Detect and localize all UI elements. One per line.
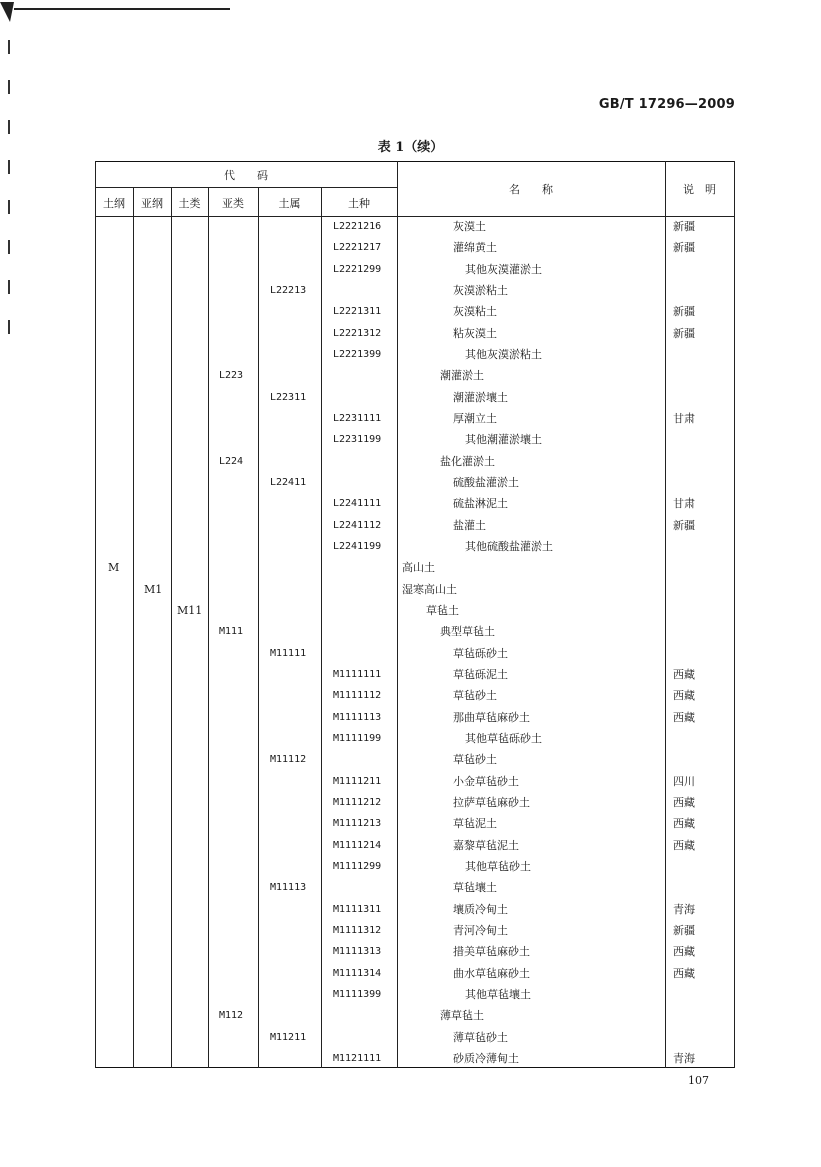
- name-cell: 草毡砂土: [453, 689, 497, 702]
- column-divider: [665, 161, 666, 1068]
- name-cell: 砂质冷薄甸土: [453, 1052, 519, 1065]
- code-cell: L2221399: [333, 349, 382, 360]
- code-cell: M11: [177, 604, 203, 617]
- code-cell: L22213: [270, 285, 307, 296]
- name-cell: 草毡壤土: [453, 881, 497, 894]
- header-bottom-rule: [95, 216, 735, 217]
- note-cell: 四川: [673, 775, 695, 788]
- note-cell: 新疆: [673, 519, 695, 532]
- name-cell: 潮灌淤土: [440, 369, 484, 382]
- standard-number: GB/T 17296—2009: [598, 97, 735, 112]
- name-cell: 硫盐淋泥土: [453, 497, 508, 510]
- code-cell: M1111213: [333, 818, 382, 829]
- code-cell: M1111312: [333, 925, 382, 936]
- code-cell: M1111313: [333, 946, 382, 957]
- name-cell: 灰漠土: [453, 220, 486, 233]
- note-cell: 西藏: [673, 796, 695, 809]
- code-cell: L2221311: [333, 306, 382, 317]
- name-cell: 措美草毡麻砂土: [453, 945, 530, 958]
- code-cell: M1111112: [333, 690, 382, 701]
- note-cell: 新疆: [673, 241, 695, 254]
- code-cell: M11112: [270, 754, 307, 765]
- name-cell: 盐灌土: [453, 519, 486, 532]
- code-cell: L2241112: [333, 520, 382, 531]
- code-cell: L2231111: [333, 413, 382, 424]
- note-cell: 甘肃: [673, 412, 695, 425]
- name-cell: 嘉黎草毡泥土: [453, 839, 519, 852]
- name-cell: 薄草毡土: [440, 1009, 484, 1022]
- binding-margin-marks: [8, 40, 10, 340]
- header-col-suborder: 亚纲: [141, 197, 163, 210]
- note-cell: 西藏: [673, 711, 695, 724]
- name-cell: 草毡砾泥土: [453, 668, 508, 681]
- note-cell: 西藏: [673, 839, 695, 852]
- note-cell: 新疆: [673, 220, 695, 233]
- column-divider: [397, 161, 398, 1068]
- note-cell: 青海: [673, 903, 695, 916]
- table-title: 表 1（续）: [377, 140, 444, 155]
- code-cell: M1111399: [333, 989, 382, 1000]
- header-col-group: 土类: [178, 197, 201, 210]
- code-cell: M: [108, 561, 120, 574]
- code-cell: M1111113: [333, 712, 382, 723]
- column-divider: [258, 187, 259, 1068]
- note-cell: 青海: [673, 1052, 695, 1065]
- name-cell: 湿寒高山土: [402, 583, 457, 596]
- code-cell: L2231199: [333, 434, 382, 445]
- name-cell: 薄草毡砂土: [453, 1031, 508, 1044]
- code-cell: L22311: [270, 392, 307, 403]
- code-cell: M1111299: [333, 861, 382, 872]
- name-cell: 其他草毡砾砂土: [465, 732, 542, 745]
- header-col-subgroup: 亚类: [222, 197, 244, 210]
- column-divider: [133, 187, 134, 1068]
- name-cell: 典型草毡土: [440, 625, 495, 638]
- code-cell: M1111212: [333, 797, 382, 808]
- code-cell: M11211: [270, 1032, 307, 1043]
- name-cell: 灰漠粘土: [453, 305, 497, 318]
- note-cell: 新疆: [673, 305, 695, 318]
- top-rule: [14, 8, 230, 10]
- code-cell: L2241111: [333, 498, 382, 509]
- code-cell: M1121111: [333, 1053, 382, 1064]
- name-cell: 盐化灌淤土: [440, 455, 495, 468]
- note-cell: 西藏: [673, 668, 695, 681]
- header-note: 说 明: [683, 183, 716, 196]
- code-cell: M112: [219, 1010, 244, 1021]
- note-cell: 西藏: [673, 967, 695, 980]
- code-cell: M11111: [270, 648, 307, 659]
- name-cell: 那曲草毡麻砂土: [453, 711, 530, 724]
- page-corner-mark: [0, 0, 40, 30]
- name-cell: 其他灰漠淤粘土: [465, 348, 542, 361]
- column-divider: [321, 187, 322, 1068]
- name-cell: 其他硫酸盐灌淤土: [465, 540, 553, 553]
- name-cell: 草毡砾砂土: [453, 647, 508, 660]
- name-cell: 粘灰漠土: [453, 327, 497, 340]
- name-cell: 草毡砂土: [453, 753, 497, 766]
- code-cell: M1111314: [333, 968, 382, 979]
- name-cell: 灰漠淤粘土: [453, 284, 508, 297]
- note-cell: 西藏: [673, 817, 695, 830]
- name-cell: 其他草毡砂土: [465, 860, 531, 873]
- code-cell: L2221217: [333, 242, 382, 253]
- name-cell: 硫酸盐灌淤土: [453, 476, 519, 489]
- name-cell: 青河冷甸土: [453, 924, 508, 937]
- header-col-series: 土种: [348, 197, 370, 210]
- code-cell: M1: [144, 583, 163, 596]
- name-cell: 潮灌淤壤土: [453, 391, 508, 404]
- name-cell: 厚潮立土: [453, 412, 497, 425]
- name-cell: 其他灰漠灌淤土: [465, 263, 542, 276]
- code-cell: M1111311: [333, 904, 382, 915]
- name-cell: 小金草毡砂土: [453, 775, 519, 788]
- name-cell: 高山土: [402, 561, 435, 574]
- code-cell: M1111111: [333, 669, 382, 680]
- name-cell: 拉萨草毡麻砂土: [453, 796, 530, 809]
- code-cell: M111: [219, 626, 244, 637]
- header-col-order: 土纲: [103, 197, 125, 210]
- code-cell: L2221299: [333, 264, 382, 275]
- note-cell: 甘肃: [673, 497, 695, 510]
- name-cell: 草毡泥土: [453, 817, 497, 830]
- code-cell: L223: [219, 370, 244, 381]
- header-code-group: 代 码: [224, 169, 268, 182]
- column-divider: [95, 161, 96, 1068]
- code-cell: L22411: [270, 477, 307, 488]
- code-cell: L2221216: [333, 221, 382, 232]
- column-divider: [734, 161, 735, 1068]
- name-cell: 其他草毡壤土: [465, 988, 531, 1001]
- code-cell: M1111211: [333, 776, 382, 787]
- note-cell: 西藏: [673, 689, 695, 702]
- column-divider: [208, 187, 209, 1068]
- name-cell: 曲水草毡麻砂土: [453, 967, 530, 980]
- header-group-divider: [95, 187, 397, 188]
- code-cell: L2221312: [333, 328, 382, 339]
- note-cell: 新疆: [673, 924, 695, 937]
- name-cell: 灌绵黄土: [453, 241, 497, 254]
- header-col-family: 土属: [278, 197, 301, 210]
- code-cell: L224: [219, 456, 244, 467]
- name-cell: 其他潮灌淤壤土: [465, 433, 542, 446]
- code-cell: L2241199: [333, 541, 382, 552]
- name-cell: 草毡土: [426, 604, 459, 617]
- name-cell: 壤质冷甸土: [453, 903, 508, 916]
- page-number: 107: [688, 1074, 709, 1087]
- code-cell: M11113: [270, 882, 307, 893]
- note-cell: 西藏: [673, 945, 695, 958]
- note-cell: 新疆: [673, 327, 695, 340]
- column-divider: [171, 187, 172, 1068]
- code-cell: M1111199: [333, 733, 382, 744]
- header-name: 名 称: [509, 183, 553, 196]
- code-cell: M1111214: [333, 840, 382, 851]
